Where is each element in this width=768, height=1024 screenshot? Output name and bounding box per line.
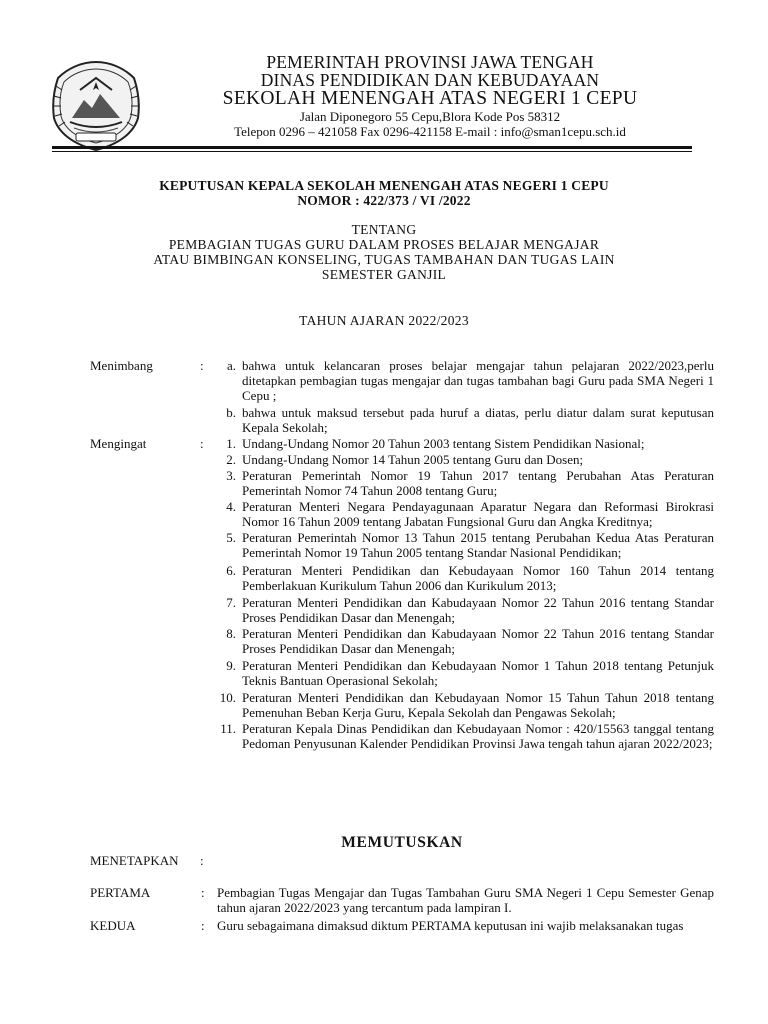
list-item-text: Peraturan Menteri Pendidikan dan Kabudayaan Nomor 22 Tahun 2016 tentang Standar Proses Pendidikan Dasar dan Menengah; [242, 626, 714, 656]
mengingat-label: Mengingat [90, 436, 147, 451]
menetapkan-colon: : [200, 853, 204, 868]
list-item-text: Undang-Undang Nomor 14 Tahun 2005 tentang Guru dan Dosen; [242, 452, 584, 467]
pertama-label: PERTAMA [90, 885, 151, 900]
list-marker: 10. [219, 690, 236, 705]
list-marker: b. [226, 405, 236, 420]
list-item-text: Peraturan Menteri Pendidikan dan Kabudayaan Nomor 22 Tahun 2016 tentang Standar Proses Pendidikan Dasar dan Menengah; [242, 595, 714, 625]
provincial-emblem-logo [50, 60, 142, 152]
header-address: Jalan Diponegoro 55 Cepu,Blora Kode Pos 58312 [299, 109, 561, 124]
list-marker: 6. [226, 563, 236, 578]
list-item-text: Peraturan Menteri Pendidikan dan Kebudayaan Nomor 15 Tahun Tahun 2018 tentang Pemenuhan Beban Kerja Guru, Kepala Sekolah dan Pengawas Sekolah; [242, 690, 714, 720]
header-government: PEMERINTAH PROVINSI JAWA TENGAH [266, 52, 594, 72]
decree-title: KEPUTUSAN KEPALA SEKOLAH MENENGAH ATAS NEGERI 1 CEPU [159, 178, 609, 193]
list-marker: 3. [226, 468, 236, 483]
memutuskan-heading: MEMUTUSKAN [341, 834, 463, 851]
letterhead-divider-thick [52, 146, 692, 149]
decree-subject-line: ATAU BIMBINGAN KONSELING, TUGAS TAMBAHAN DAN TUGAS LAIN [153, 252, 615, 267]
list-item-text: Peraturan Menteri Negara Pendayagunaan Aparatur Negara dan Reformasi Birokrasi Nomor 16 Tahun 2009 tentang Jabatan Fungsional Guru dan Angka Kreditnya; [242, 499, 714, 529]
list-item-text: Peraturan Kepala Dinas Pendidikan dan Kebudayaan Nomor : 420/15563 tanggal tentang Pedoman Penyusunan Kalender Pendidikan Provinsi Jawa tengah tahun ajaran 2022/2023; [242, 721, 714, 751]
list-item-text: Peraturan Menteri Pendidikan dan Kebudayaan Nomor 160 Tahun 2014 tentang Pemberlakuan Kurikulum Tahun 2006 dan Kurikulum 2013; [242, 563, 714, 593]
kedua-colon: : [201, 918, 205, 933]
list-marker: a. [226, 358, 236, 373]
kedua-text: Guru sebagaimana dimaksud diktum PERTAMA keputusan ini wajib melaksanakan tugas [217, 918, 684, 933]
pertama-colon: : [201, 885, 205, 900]
menimbang-colon: : [200, 358, 204, 373]
list-item-text: bahwa untuk kelancaran proses belajar mengajar tahun pelajaran 2022/2023,perlu ditetapkan pembagian tugas mengajar dan tugas tambahan bagi Guru pada SMA Negeri 1 Cepu ; [242, 358, 714, 403]
decree-tentang: TENTANG [351, 222, 417, 237]
pertama-text: Pembagian Tugas Mengajar dan Tugas Tambahan Guru SMA Negeri 1 Cepu Semester Genap tahun ajaran 2022/2023 yang tercantum pada lampiran I. [217, 885, 714, 915]
decree-subject-line: SEMESTER GANJIL [321, 267, 447, 282]
list-marker: 4. [226, 499, 236, 514]
list-item-text: bahwa untuk maksud tersebut pada huruf a diatas, perlu diatur dalam surat keputusan Kepala Sekolah; [242, 405, 714, 435]
decree-number: NOMOR : 422/373 / VI /2022 [297, 193, 471, 208]
list-item-text: Peraturan Pemerintah Nomor 13 Tahun 2015 tentang Perubahan Kedua Atas Peraturan Pemerintah Nomor 19 Tahun 2005 tentang Standar Nasional Pendidikan; [242, 530, 714, 560]
list-marker: 7. [226, 595, 236, 610]
header-department: DINAS PENDIDIKAN DAN KEBUDAYAAN [260, 70, 600, 90]
menetapkan-label: MENETAPKAN [90, 853, 179, 868]
list-marker: 11. [220, 721, 236, 736]
decree-academic-year: TAHUN AJARAN 2022/2023 [299, 313, 469, 328]
list-marker: 1. [226, 436, 236, 451]
kedua-label: KEDUA [90, 918, 136, 933]
list-marker: 5. [226, 530, 236, 545]
header-school-name: SEKOLAH MENENGAH ATAS NEGERI 1 CEPU [222, 88, 638, 109]
list-marker: 2. [226, 452, 236, 467]
decree-subject-line: PEMBAGIAN TUGAS GURU DALAM PROSES BELAJAR MENGAJAR [168, 237, 600, 252]
mengingat-colon: : [200, 436, 204, 451]
list-item-text: Peraturan Pemerintah Nomor 19 Tahun 2017 tentang Perubahan Atas Peraturan Pemerintah Nomor 74 Tahun 2008 tentang Guru; [242, 468, 714, 498]
menimbang-label: Menimbang [90, 358, 153, 373]
letterhead-divider-thin [52, 151, 692, 152]
header-contact: Telepon 0296 – 421058 Fax 0296-421158 E-mail : info@sman1cepu.sch.id [234, 124, 626, 139]
list-item-text: Undang-Undang Nomor 20 Tahun 2003 tentang Sistem Pendidikan Nasional; [242, 436, 645, 451]
list-marker: 8. [226, 626, 236, 641]
list-marker: 9. [226, 658, 236, 673]
list-item-text: Peraturan Menteri Pendidikan dan Kebudayaan Nomor 1 Tahun 2018 tentang Petunjuk Teknis Bantuan Operasional Sekolah; [242, 658, 714, 688]
